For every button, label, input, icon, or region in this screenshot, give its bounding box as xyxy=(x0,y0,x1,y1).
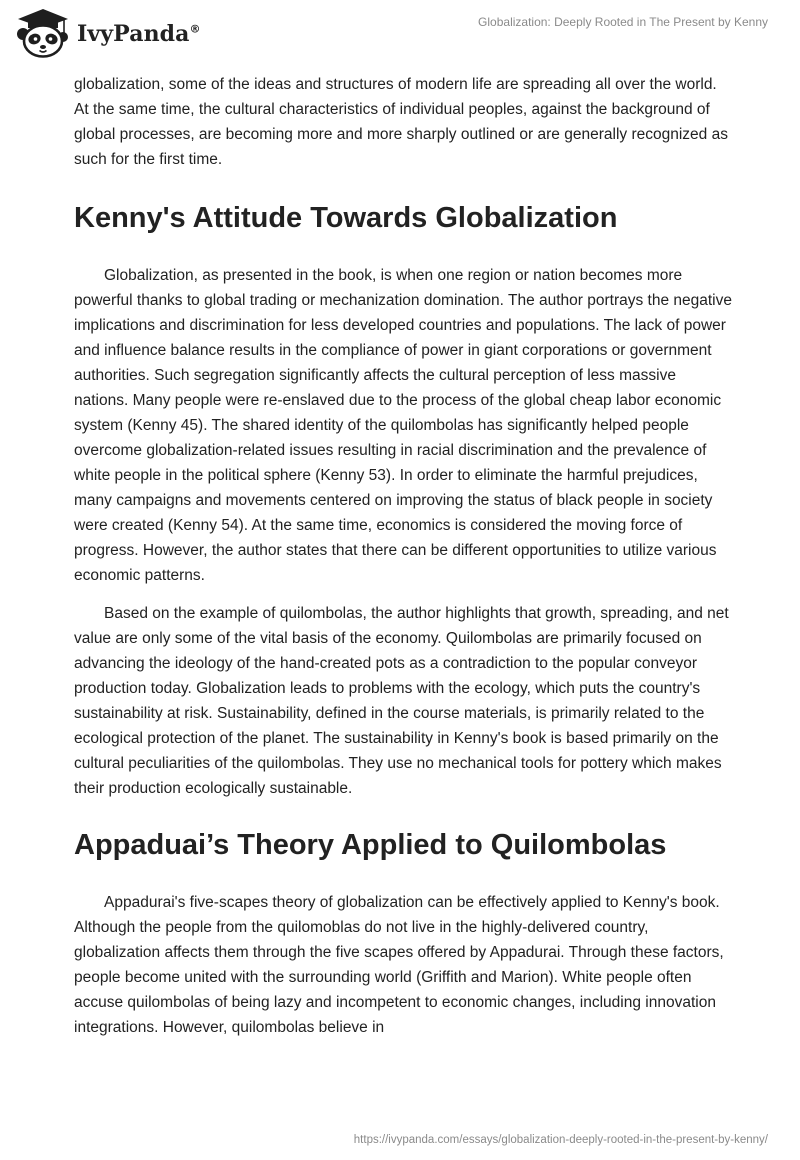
registered-mark: ® xyxy=(189,22,201,36)
brand-logo[interactable] xyxy=(14,7,201,59)
brand-name: IvyPanda® xyxy=(77,21,201,47)
source-url[interactable]: https://ivypanda.com/essays/globalization-deeply-rooted-in-the-present-by-kenny/ xyxy=(353,1134,768,1146)
section-heading-kenny-attitude: Kenny's Attitude Towards Globalization xyxy=(74,202,618,234)
document-title: Globalization: Deeply Rooted in The Present by Kenny xyxy=(478,15,768,29)
paragraph: Appadurai's five-scapes theory of globalization can be effectively applied to Kenny's book. Although the people from the quilomoblas do not live in the highly-delivered country, globalization affects them through the five scapes offered by Appadurai. Through these factors, people become united with the surrounding world (Griffith and Marion). White people often accuse quilombolas of being lazy and incompetent to economic changes, including innovation integrations. However, quilombolas believe in xyxy=(74,894,724,1036)
intro-paragraph: globalization, some of the ideas and structures of modern life are spreading all over the world. At the same time, the cultural characteristics of individual peoples, against the background of global processes, are becoming more and more sharply outlined or are generally recognized as such for the first time. xyxy=(74,76,728,168)
paragraph: Globalization, as presented in the book, is when one region or nation becomes more powerful thanks to global trading or mechanization domination. The author portrays the negative implications and discrimination for less developed countries and populations. The lack of power and influence balance results in the compliance of power in giant corporations or government authorities. Such segregation significantly affects the cultural perception of less massive nations. Many people were re-enslaved due to the process of the global cheap labor economic system (Kenny 45). The shared identity of the quilombolas has significantly helped people overcome globalization-related issues resulting in racial discrimination and the prevalence of white people in the political sphere (Kenny 53). In order to eliminate the harmful prejudices, many campaigns and movements centered on improving the status of black people in society were created (Kenny 54). At the same time, economics is considered the moving force of progress. However, the author states that there can be different opportunities to utilize various economic patterns. xyxy=(74,267,733,584)
page-header xyxy=(0,0,800,70)
panda-graduate-logo-icon xyxy=(14,7,72,59)
article-body xyxy=(74,72,734,1040)
section-heading-appadurai-theory: Appaduai’s Theory Applied to Quilombolas xyxy=(74,829,667,861)
paragraph: Based on the example of quilombolas, the author highlights that growth, spreading, and net value are only some of the vital basis of the economy. Quilombolas are primarily focused on advancing the ideology of the hand-created pots as a contradiction to the popular conveyor production today. Globalization leads to problems with the ecology, which puts the country's sustainability at risk. Sustainability, defined in the course materials, is primarily related to the ecological protection of the planet. The sustainability in Kenny's book is based primarily on the cultural peculiarities of the quilombolas. They use no mechanical tools for pottery which makes their production ecologically sustainable. xyxy=(74,605,729,797)
